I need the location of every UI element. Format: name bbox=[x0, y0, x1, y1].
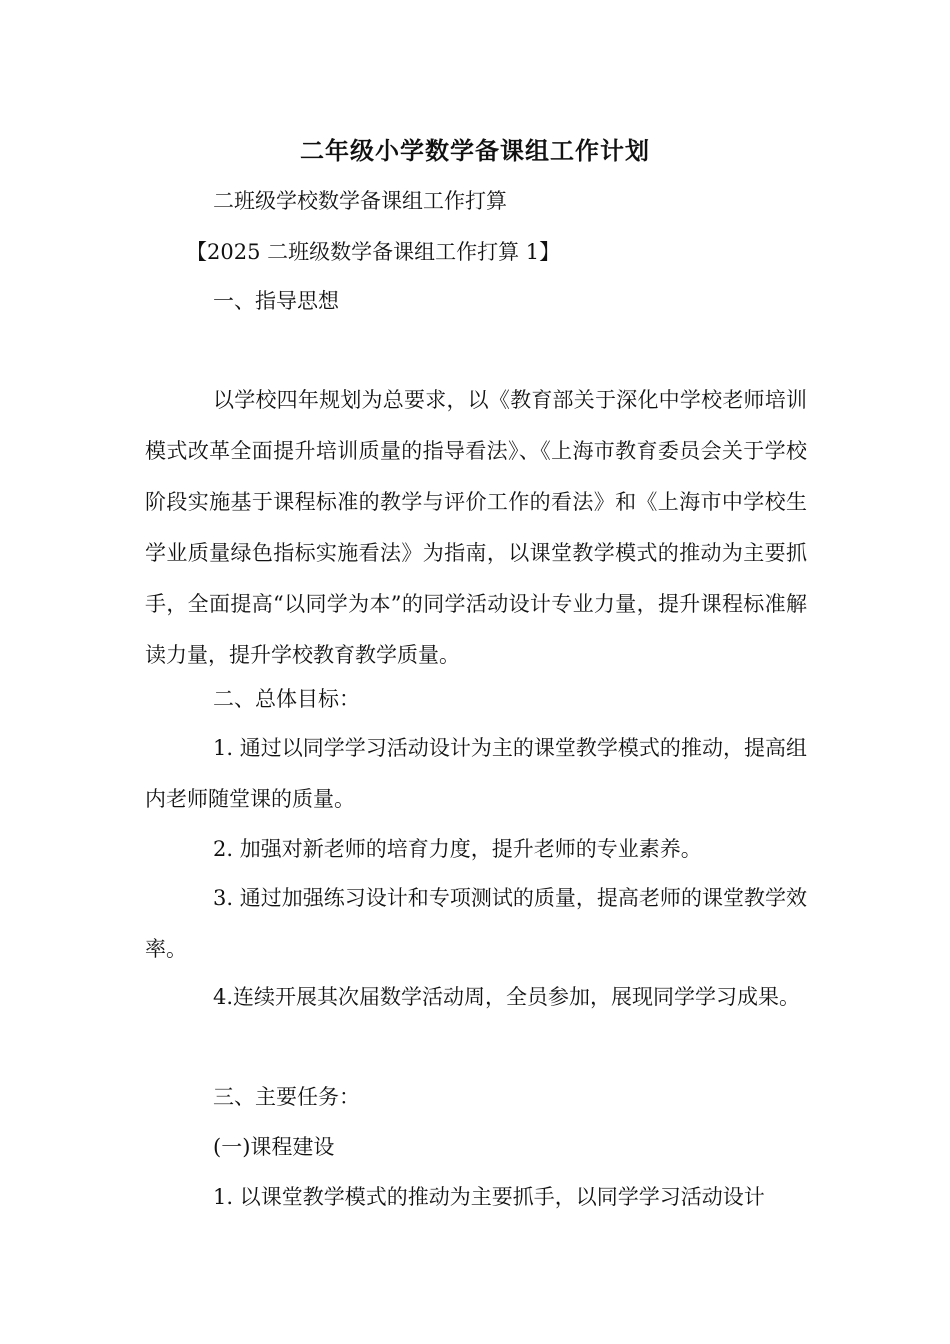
goal-item-3: 3. 通过加强练习设计和专项测试的质量，提高老师的课堂教学效率。 bbox=[145, 886, 807, 961]
guiding-ideology-paragraph: 以学校四年规划为总要求，以《教育部关于深化中学校老师培训模式改革全面提升培训质量的指导看法》、《上海市教育委员会关于学校阶段实施基于课程标准的教学与评价工作的看法》和《上海市中学校生学业质量绿色指标实施看法》为指南，以课堂教学模式的推动为主要抓手，全面提高“以同学为本”的同学活动设计专业力量，提升课程标准解读力量，提升学校教育教学质量。 bbox=[145, 388, 807, 667]
section-heading-overall-goals: 二、总体目标： bbox=[213, 687, 360, 711]
task-item-1: 1. 以课堂教学模式的推动为主要抓手，以同学学习活动设计 bbox=[213, 1185, 765, 1209]
bracket-heading: 【2025 二班级数学备课组工作打算 1】 bbox=[186, 240, 561, 264]
section-heading-guiding-ideology: 一、指导思想 bbox=[213, 289, 339, 313]
document-subtitle: 二班级学校数学备课组工作打算 bbox=[213, 189, 507, 213]
goal-item-1: 1. 通过以同学学习活动设计为主的课堂教学模式的推动，提高组内老师随堂课的质量。 bbox=[145, 736, 807, 811]
goal-item-4: 4.连续开展其次届数学活动周，全员参加，展现同学学习成果。 bbox=[213, 985, 801, 1009]
goal-item-2: 2. 加强对新老师的培育力度，提升老师的专业素养。 bbox=[213, 837, 702, 861]
document-title: 二年级小学数学备课组工作计划 bbox=[300, 136, 650, 165]
subsection-heading-curriculum: (一)课程建设 bbox=[213, 1135, 335, 1159]
section-heading-main-tasks: 三、主要任务： bbox=[213, 1085, 360, 1109]
